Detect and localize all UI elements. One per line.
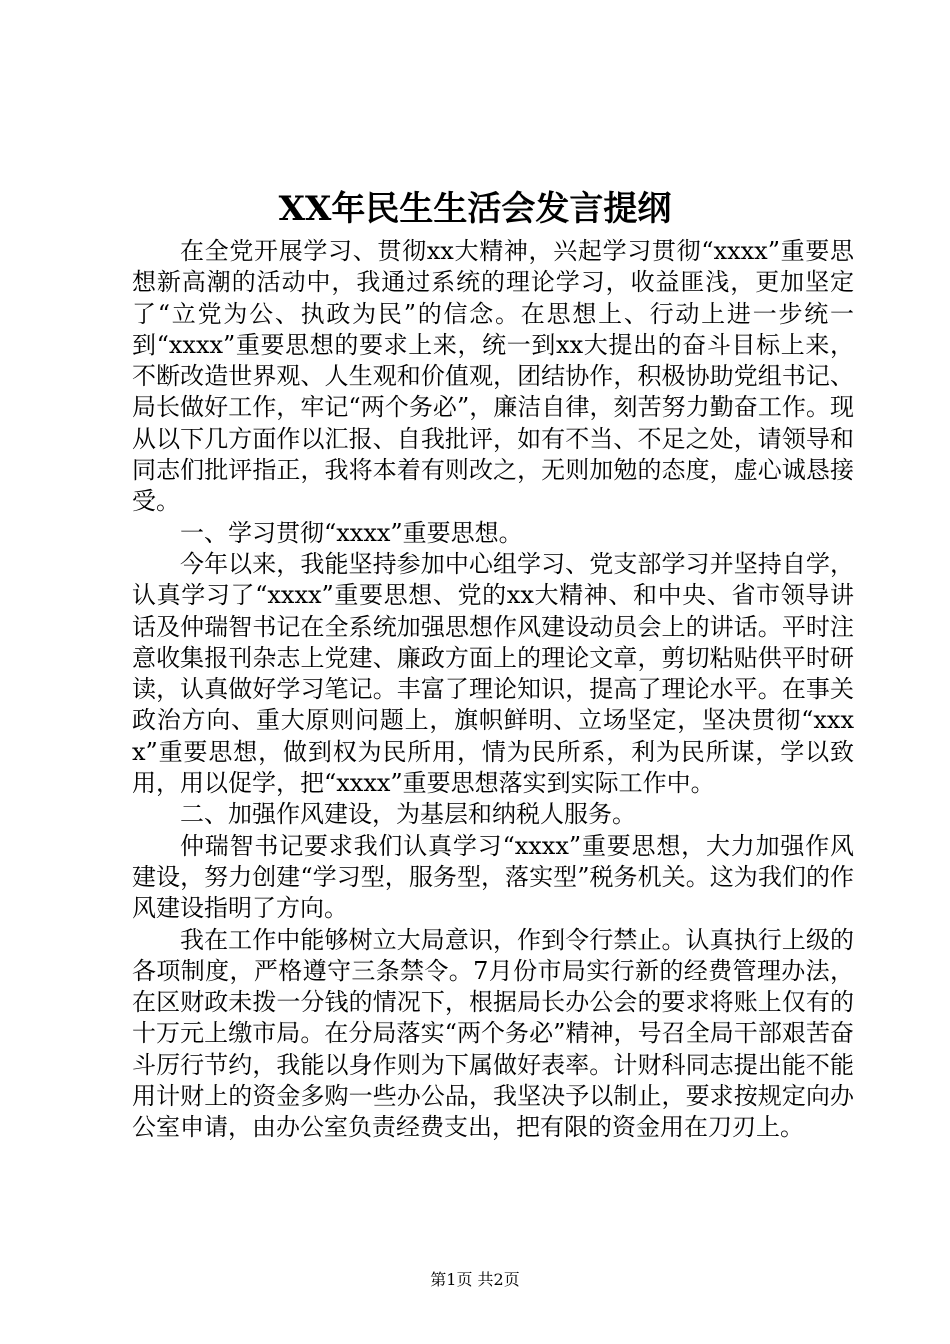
paragraph-style-building: 仲瑞智书记要求我们认真学习“xxxx”重要思想，大力加强作风建设，努力创建“学习型，服务型，落实型”税务机关。这为我们的作风建设指明了方向。 — [132, 831, 854, 923]
paragraph-study: 今年以来，我能坚持参加中心组学习、党支部学习并坚持自学，认真学习了“xxxx”重要思想、党的xx大精神、和中央、省市领导讲话及仲瑞智书记在全系统加强思想作风建设动员会上的讲话。平时注意收集报刊杂志上党建、廉政方面上的理论文章，剪切粘贴供平时研读，认真做好学习笔记。丰富了理论知识，提高了理论水平。在事关政治方向、重大原则问题上，旗帜鲜明、立场坚定，坚决贯彻“xxxx”重要思想，做到权为民所用，情为民所系，利为民所谋，学以致用，用以促学，把“xxxx”重要思想落实到实际工作中。 — [132, 549, 854, 798]
document-title: XX年民生生活会发言提纲 — [278, 189, 672, 229]
section-heading-1: 一、学习贯彻“xxxx”重要思想。 — [180, 518, 523, 547]
document-body — [132, 236, 854, 1144]
paragraph-intro: 在全党开展学习、贯彻xx大精神，兴起学习贯彻“xxxx”重要思想新高潮的活动中，我通过系统的理论学习，收益匪浅，更加坚定了“立党为公、执政为民”的信念。在思想上、行动上进一步统一到“xxxx”重要思想的要求上来，统一到xx大提出的奋斗目标上来，不断改造世界观、人生观和价值观，团结协作，积极协助党组书记、局长做好工作，牢记“两个务必”，廉洁自律，刻苦努力勤奋工作。现从以下几方面作以汇报、自我批评，如有不当、不足之处，请领导和同志们批评指正，我将本着有则改之，无则加勉的态度，虚心诚恳接受。 — [132, 237, 854, 516]
section-heading-2: 二、加强作风建设，为基层和纳税人服务。 — [180, 800, 636, 829]
page-number-footer: 第1页 共2页 — [430, 1270, 520, 1289]
paragraph-work: 我在工作中能够树立大局意识，作到令行禁止。认真执行上级的各项制度，严格遵守三条禁令。7月份市局实行新的经费管理办法，在区财政未拨一分钱的情况下，根据局长办公会的要求将账上仅有的十万元上缴市局。在分局落实“两个务必”精神，号召全局干部艰苦奋斗厉行节约，我能以身作则为下属做好表率。计财科同志提出能不能用计财上的资金多购一些办公品，我坚决予以制止，要求按规定向办公室申请，由办公室负责经费支出，把有限的资金用在刀刃上。 — [132, 925, 854, 1142]
